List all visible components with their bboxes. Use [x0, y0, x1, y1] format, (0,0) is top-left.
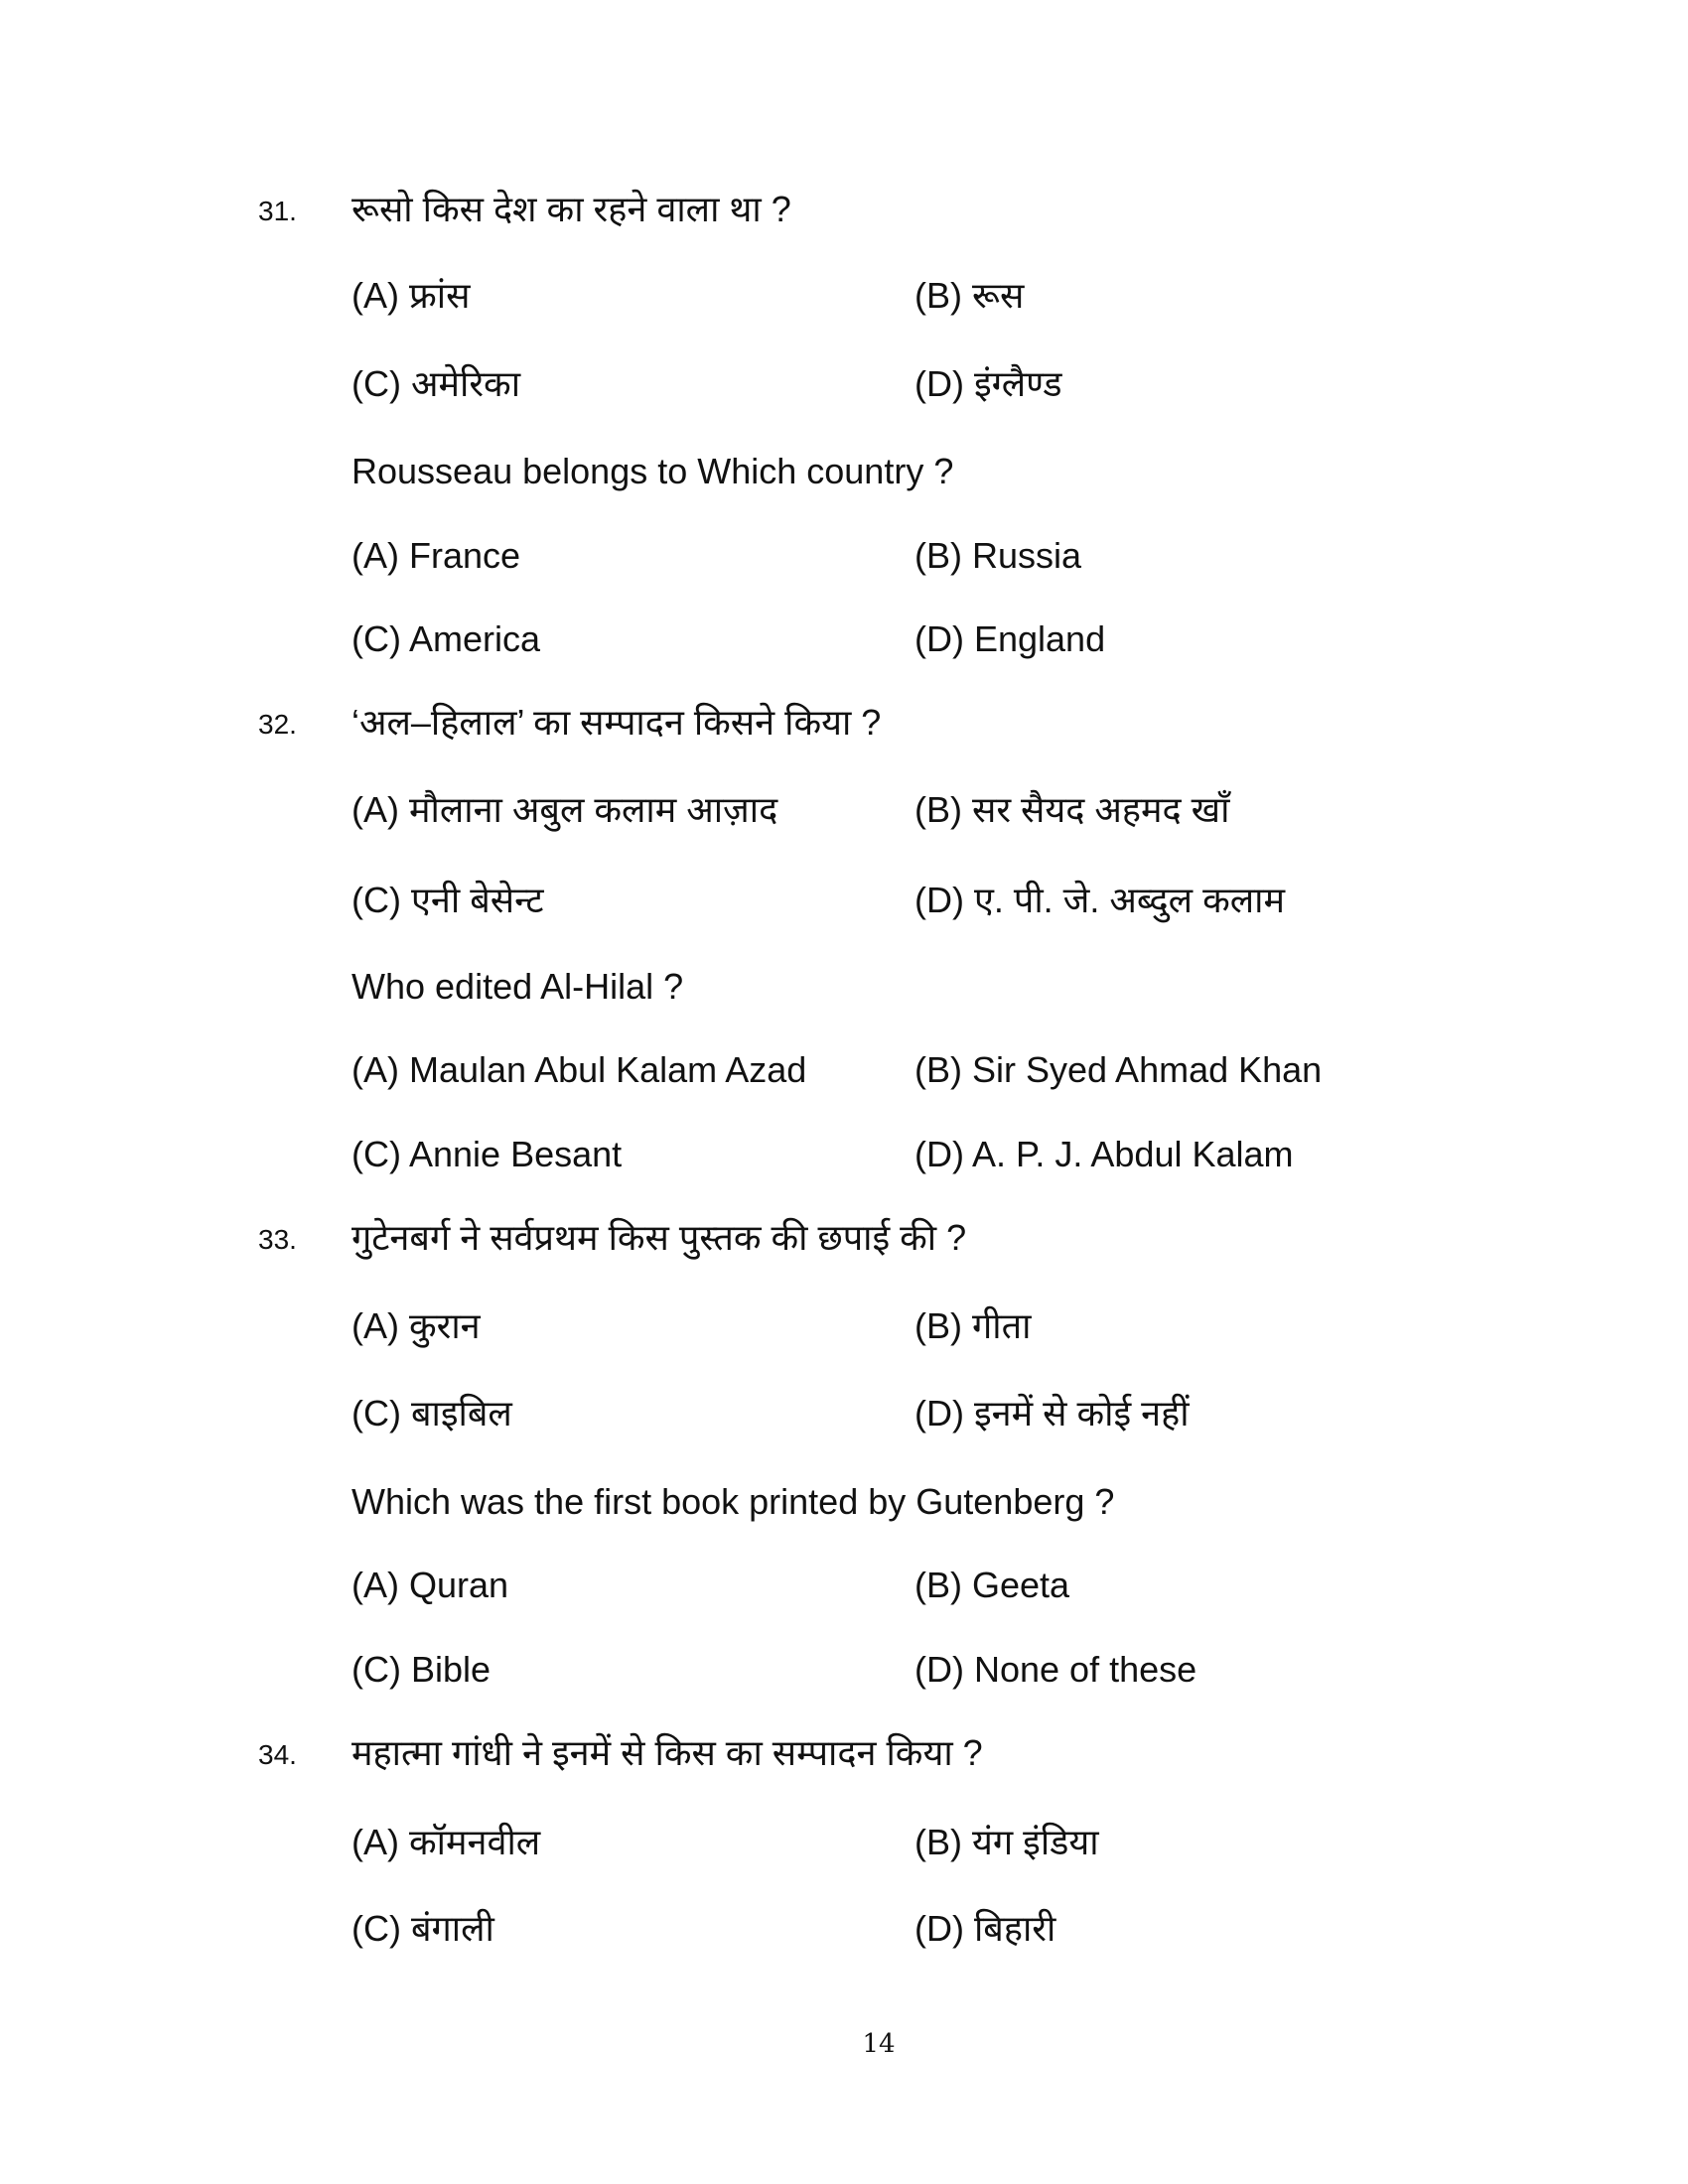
page-number: 14 — [862, 2029, 896, 2059]
option-a-hindi: (A) मौलाना अबुल कलाम आज़ाद — [352, 789, 778, 830]
question-text-english: Who edited Al-Hilal ? — [352, 966, 684, 1007]
option-d-hindi: (D) ए. पी. जे. अब्दुल कलाम — [914, 880, 1285, 920]
option-b-hindi: (B) यंग इंडिया — [914, 1822, 1099, 1862]
option-c-hindi: (C) अमेरिका — [352, 363, 521, 404]
question-text-hindi: रूसो किस देश का रहने वाला था ? — [352, 189, 791, 229]
option-d-english: (D) England — [914, 618, 1106, 659]
option-d-hindi: (D) बिहारी — [914, 1908, 1056, 1949]
option-b-english: (B) Sir Syed Ahmad Khan — [914, 1049, 1323, 1090]
option-c-hindi: (C) बंगाली — [352, 1908, 494, 1949]
option-b-english: (B) Geeta — [914, 1565, 1070, 1605]
option-c-hindi: (C) बाइबिल — [352, 1393, 512, 1433]
question-text-hindi: गुटेनबर्ग ने सर्वप्रथम किस पुस्तक की छपाई की ? — [352, 1217, 967, 1258]
option-b-hindi: (B) सर सैयद अहमद खाँ — [914, 789, 1230, 830]
question-text-english: Rousseau belongs to Which country ? — [352, 451, 954, 491]
option-c-english: (C) Annie Besant — [352, 1134, 623, 1174]
option-a-hindi: (A) कुरान — [352, 1305, 481, 1346]
question-number: 31. — [258, 196, 297, 227]
option-d-english: (D) A. P. J. Abdul Kalam — [914, 1134, 1294, 1174]
option-a-english: (A) France — [352, 535, 521, 576]
question-text-hindi: महात्मा गांधी ने इनमें से किस का सम्पादन किया ? — [352, 1732, 983, 1773]
question-number: 32. — [258, 709, 297, 741]
question-text-hindi: ‘अल–हिलाल’ का सम्पादन किसने किया ? — [352, 702, 882, 743]
option-a-hindi: (A) फ्रांस — [352, 275, 471, 316]
option-b-hindi: (B) रूस — [914, 275, 1025, 316]
question-text-english: Which was the first book printed by Gutenberg ? — [352, 1481, 1115, 1522]
option-a-hindi: (A) कॉमनवील — [352, 1822, 541, 1862]
question-number: 34. — [258, 1739, 297, 1771]
option-d-english: (D) None of these — [914, 1649, 1197, 1690]
option-d-hindi: (D) इनमें से कोई नहीं — [914, 1393, 1190, 1433]
option-b-hindi: (B) गीता — [914, 1305, 1032, 1346]
option-c-hindi: (C) एनी बेसेन्ट — [352, 880, 544, 920]
option-a-english: (A) Quran — [352, 1565, 509, 1605]
option-b-english: (B) Russia — [914, 535, 1082, 576]
question-number: 33. — [258, 1224, 297, 1256]
option-c-english: (C) Bible — [352, 1649, 492, 1690]
option-d-hindi: (D) इंग्लैण्ड — [914, 363, 1062, 404]
option-a-english: (A) Maulan Abul Kalam Azad — [352, 1049, 807, 1090]
option-c-english: (C) America — [352, 618, 541, 659]
